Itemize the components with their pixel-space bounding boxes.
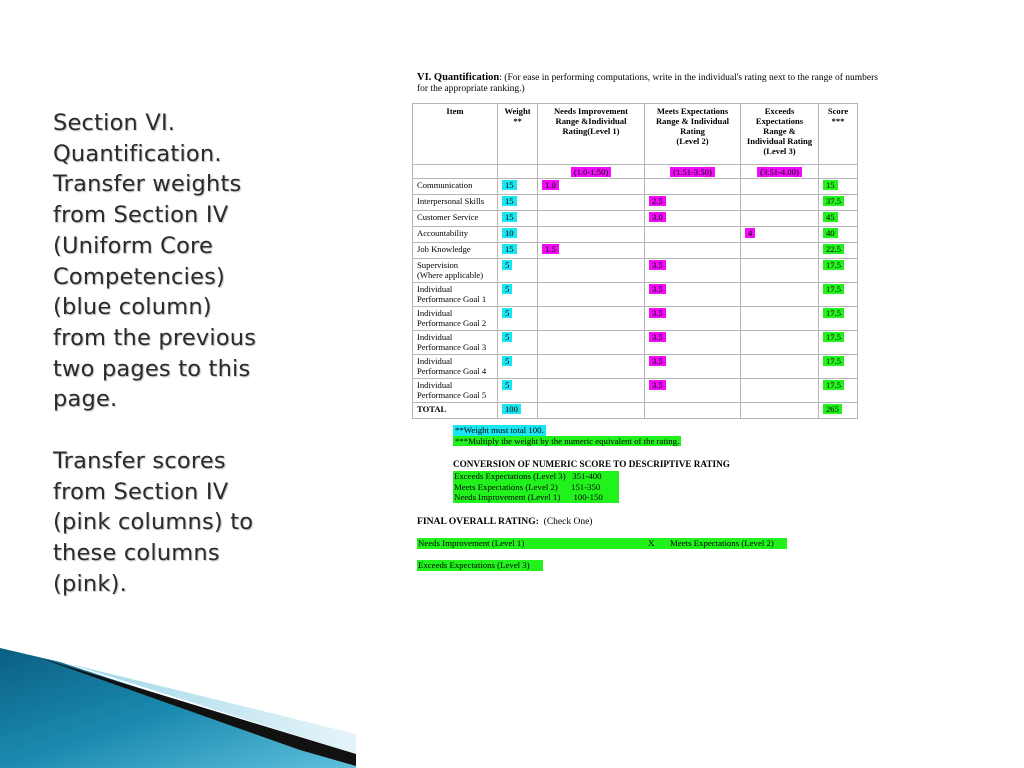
- cell-exceeds-rating: [741, 379, 819, 403]
- cell-meets-rating: [645, 211, 741, 227]
- weight-value: 5: [502, 308, 512, 318]
- cell-exceeds-rating: [741, 355, 819, 379]
- range-meets-label: (1.51-3.50): [670, 167, 715, 177]
- range-exceeds: [741, 165, 819, 179]
- cell-weight: [498, 243, 538, 259]
- meets-rating-value: 3.5: [649, 380, 666, 390]
- table-row: [413, 227, 858, 243]
- cell-weight: [498, 227, 538, 243]
- cell-score: [819, 259, 858, 283]
- table-row: [413, 195, 858, 211]
- cell-score: [819, 283, 858, 307]
- weight-value: 15: [502, 180, 517, 190]
- cell-empty: [741, 403, 819, 419]
- range-needs: [538, 165, 645, 179]
- score-value: 17.5: [823, 356, 844, 366]
- cell-score: [819, 355, 858, 379]
- cell-meets-rating: [645, 283, 741, 307]
- cell-exceeds-rating: [741, 243, 819, 259]
- cell-weight: [498, 379, 538, 403]
- table-row: [413, 211, 858, 227]
- col-header-weight: Weight **: [498, 104, 538, 165]
- cell-score: [819, 211, 858, 227]
- range-cell-empty: [819, 165, 858, 179]
- score-value: 22.5: [823, 244, 844, 254]
- cell-item: Individual Performance Goal 2: [413, 307, 498, 331]
- multiply-footnote: ***Multiply the weight by the numeric equivalent of the rating.: [455, 435, 680, 446]
- score-value: 17.5: [823, 260, 844, 270]
- cell-item: Accountability: [413, 227, 498, 243]
- cell-score: [819, 331, 858, 355]
- weight-value: 5: [502, 332, 512, 342]
- table-header-row: [413, 104, 858, 165]
- cell-needs-rating: [538, 227, 645, 243]
- weight-value: 5: [502, 356, 512, 366]
- weight-value: 5: [502, 260, 512, 270]
- cell-needs-rating: [538, 179, 645, 195]
- cell-item: Customer Service: [413, 211, 498, 227]
- cell-item: Communication: [413, 179, 498, 195]
- cell-needs-rating: [538, 379, 645, 403]
- meets-rating-value: 3.0: [649, 212, 666, 222]
- cell-needs-rating: [538, 331, 645, 355]
- conversion-title: CONVERSION OF NUMERIC SCORE TO DESCRIPTIVE RATING: [453, 459, 730, 469]
- total-score-value: 265: [823, 404, 842, 414]
- table-row: [413, 355, 858, 379]
- cell-item: Individual Performance Goal 3: [413, 331, 498, 355]
- cell-empty: [645, 403, 741, 419]
- cell-needs-rating: [538, 259, 645, 283]
- cell-weight: [498, 307, 538, 331]
- cell-exceeds-rating: [741, 283, 819, 307]
- weight-value: 5: [502, 284, 512, 294]
- cell-meets-rating: [645, 195, 741, 211]
- table-total-row: [413, 403, 858, 419]
- cell-meets-rating: [645, 259, 741, 283]
- col-header-meets-expectations: Meets Expectations Range & Individual Rating (Level 2): [645, 104, 741, 165]
- cell-meets-rating: [645, 331, 741, 355]
- cell-exceeds-rating: [741, 259, 819, 283]
- table-row: [413, 379, 858, 403]
- cell-exceeds-rating: [741, 179, 819, 195]
- col-header-needs-improvement: Needs Improvement Range &Individual Rating(Level 1): [538, 104, 645, 165]
- cell-score: [819, 243, 858, 259]
- cell-needs-rating: [538, 307, 645, 331]
- cell-score: [819, 227, 858, 243]
- weight-value: 10: [502, 228, 517, 238]
- col-header-exceeds-expectations: Exceeds Expectations Range & Individual Rating (Level 3): [741, 104, 819, 165]
- cell-meets-rating: [645, 307, 741, 331]
- range-cell-empty: [413, 165, 498, 179]
- conversion-line-meets: Meets Expectations (Level 2) 151-350: [453, 482, 619, 493]
- exceeds-rating-value: 4: [745, 228, 755, 238]
- meets-rating-value: 3.5: [649, 356, 666, 366]
- weight-value: 15: [502, 244, 517, 254]
- cell-meets-rating: [645, 355, 741, 379]
- cell-exceeds-rating: [741, 307, 819, 331]
- cell-item: Individual Performance Goal 5: [413, 379, 498, 403]
- score-value: 40: [823, 228, 838, 238]
- cell-needs-rating: [538, 243, 645, 259]
- meets-rating-value: 3.5: [649, 260, 666, 270]
- heading-title: VI. Quantification: [417, 72, 500, 83]
- meets-rating-value: 3.5: [649, 284, 666, 294]
- cell-meets-rating: [645, 243, 741, 259]
- cell-total-score: [819, 403, 858, 419]
- table-row: [413, 179, 858, 195]
- checked-mark: X: [648, 538, 655, 548]
- heading-note: (For ease in performing computations, write in the individual's rating next to the range of numbers for the appropriate ranking.): [417, 73, 878, 94]
- cell-meets-rating: [645, 227, 741, 243]
- range-cell-empty: [498, 165, 538, 179]
- score-value: 17.5: [823, 284, 844, 294]
- cell-item: Individual Performance Goal 1: [413, 283, 498, 307]
- cell-total-label: TOTAL: [413, 403, 498, 419]
- option-exceeds-expectations: Exceeds Expectations (Level 3): [417, 560, 543, 571]
- score-value: 17.5: [823, 308, 844, 318]
- final-rating-label-row: [417, 516, 592, 527]
- weight-footnote: **Weight must total 100.: [455, 425, 544, 435]
- cell-weight: [498, 331, 538, 355]
- weight-value: 15: [502, 212, 517, 222]
- range-meets: [645, 165, 741, 179]
- conversion-section: [453, 459, 730, 503]
- cell-exceeds-rating: [741, 195, 819, 211]
- cell-item: Interpersonal Skills: [413, 195, 498, 211]
- range-needs-label: (1.0-1.50): [571, 167, 611, 177]
- col-header-item: Item: [413, 104, 498, 165]
- needs-rating-value: 1.0: [542, 180, 559, 190]
- cell-weight: [498, 259, 538, 283]
- table-row: [413, 243, 858, 259]
- quantification-table: [412, 103, 858, 419]
- final-rating-options-row: [417, 538, 787, 549]
- conversion-line-needs: Needs Improvement (Level 1) 100-150: [453, 492, 619, 503]
- heading-colon: :: [499, 73, 502, 83]
- final-rating-label: FINAL OVERALL RATING:: [417, 516, 539, 527]
- cell-item: Supervision (Where applicable): [413, 259, 498, 283]
- slide-paragraph-scores: Transfer scores from Section IV (pink columns) to these columns (pink).: [53, 448, 254, 597]
- option-meets-expectations: Meets Expectations (Level 2): [670, 538, 774, 548]
- cell-needs-rating: [538, 211, 645, 227]
- score-value: 45: [823, 212, 838, 222]
- score-value: 37.5: [823, 196, 844, 206]
- table-row: [413, 331, 858, 355]
- cell-score: [819, 307, 858, 331]
- table-row: [413, 259, 858, 283]
- meets-rating-value: 2.5: [649, 196, 666, 206]
- cell-item: Individual Performance Goal 4: [413, 355, 498, 379]
- slide-decoration-graphic: [0, 648, 356, 768]
- cell-needs-rating: [538, 283, 645, 307]
- cell-needs-rating: [538, 195, 645, 211]
- cell-score: [819, 195, 858, 211]
- weight-value: 5: [502, 380, 512, 390]
- cell-exceeds-rating: [741, 331, 819, 355]
- cell-score: [819, 179, 858, 195]
- range-row: [413, 165, 858, 179]
- weight-value: 15: [502, 196, 517, 206]
- final-rating-hint: (Check One): [538, 517, 593, 527]
- cell-item: Job Knowledge: [413, 243, 498, 259]
- cell-weight: [498, 355, 538, 379]
- cell-meets-rating: [645, 379, 741, 403]
- meets-rating-value: 3.5: [649, 308, 666, 318]
- cell-weight: [498, 211, 538, 227]
- cell-meets-rating: [645, 179, 741, 195]
- slide-body-text: [53, 108, 303, 600]
- table-footnotes: [453, 425, 681, 446]
- table-row: [413, 283, 858, 307]
- col-header-score: Score ***: [819, 104, 858, 165]
- cell-total-weight: [498, 403, 538, 419]
- cell-exceeds-rating: [741, 227, 819, 243]
- score-value: 17.5: [823, 332, 844, 342]
- slide-paragraph-weights: Section VI. Quantification. Transfer weights from Section IV (Uniform Core Competencies) (blue column) from the previous two pages to this page.: [53, 110, 257, 413]
- cell-needs-rating: [538, 355, 645, 379]
- score-value: 15: [823, 180, 838, 190]
- needs-rating-value: 1.5: [542, 244, 559, 254]
- meets-rating-value: 3.5: [649, 332, 666, 342]
- cell-score: [819, 379, 858, 403]
- cell-empty: [538, 403, 645, 419]
- cell-weight: [498, 179, 538, 195]
- quantification-heading: [417, 72, 887, 95]
- cell-weight: [498, 283, 538, 307]
- total-weight-value: 100: [502, 404, 521, 414]
- option-needs-improvement: Needs Improvement (Level 1): [418, 538, 525, 548]
- table-row: [413, 307, 858, 331]
- cell-exceeds-rating: [741, 211, 819, 227]
- conversion-line-exceeds: Exceeds Expectations (Level 3) 351-400: [453, 471, 619, 482]
- score-value: 17.5: [823, 380, 844, 390]
- range-exceeds-label: (3.51-4.00): [757, 167, 802, 177]
- cell-weight: [498, 195, 538, 211]
